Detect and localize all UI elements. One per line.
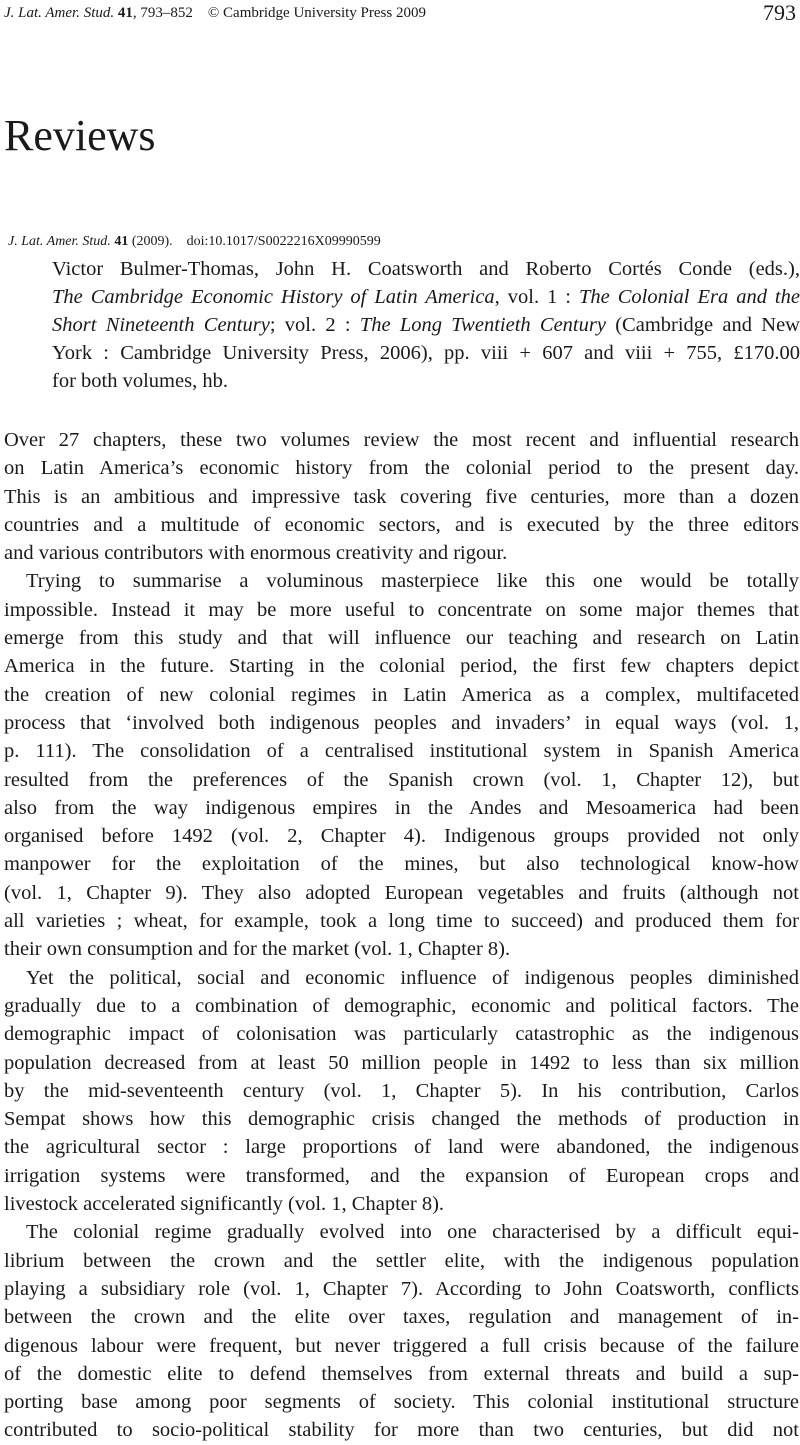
citation-doi: doi:10.1017/S0022216X09990599 — [186, 234, 381, 249]
text-line: Trying to summarise a voluminous masterpiece like this one would be totally — [26, 570, 799, 593]
text-line: resulted from the preferences of the Spanish crown (vol. 1, Chapter 12), but — [4, 768, 799, 791]
journal-citation-header — [4, 2, 426, 24]
book-reference-line: for both volumes, hb. — [52, 370, 228, 392]
text-line: manpower for the exploitation of the mines, but also technological know-how — [4, 853, 799, 876]
text-line: the creation of new colonial regimes in Latin America as a complex, multifaceted — [4, 683, 799, 706]
text-line: irrigation systems were transformed, and the expansion of European crops and — [4, 1164, 799, 1187]
text-line: livestock accelerated significantly (vol. 1, Chapter 8). — [4, 1193, 445, 1216]
text-line: and various contributors with enormous creativity and rigour. — [4, 542, 508, 565]
copyright-notice: © Cambridge University Press 2009 — [207, 5, 426, 21]
text-line: emerge from this study and that will influence our teaching and research on Latin — [4, 627, 799, 650]
volume-1-subtitle-cont: Short Nineteenth Century — [52, 314, 270, 336]
text-line: process that ‘involved both indigenous peoples and invaders’ in equal ways (vol. 1, — [4, 711, 799, 734]
text-line: by the mid-seventeenth century (vol. 1, Chapter 5). In his contribution, Carlos — [4, 1079, 799, 1102]
text-line: gradually due to a combination of demographic, economic and political factors. The — [4, 994, 799, 1017]
text-line: America in the future. Starting in the colonial period, the first few chapters depict — [4, 655, 799, 678]
text-line: population decreased from at least 50 million people in 1492 to less than six million — [4, 1051, 799, 1074]
text-line: (vol. 1, Chapter 9). They also adopted European vegetables and fruits (although not — [4, 881, 799, 904]
journal-abbrev: J. Lat. Amer. Stud. — [4, 5, 115, 21]
journal-volume: 41 — [117, 5, 133, 21]
text-line: Over 27 chapters, these two volumes review the most recent and influential research — [4, 429, 799, 451]
running-head — [4, 2, 796, 24]
book-reference-line: Short Nineteenth Century; vol. 2 : The Long Twentieth Century (Cambridge and New — [52, 314, 800, 336]
text-line: on Latin America’s economic history from the colonial period to the present day. — [4, 457, 799, 480]
text-line: the agricultural sector : large proportions of land were abandoned, the indigenous — [4, 1136, 799, 1159]
review-citation — [8, 232, 381, 252]
text-line: impossible. Instead it may be more useful to concentrate on some major themes that — [4, 598, 799, 621]
text-line: digenous labour were frequent, but never triggered a full crisis because of the failure — [4, 1334, 799, 1357]
citation-year: (2009). — [131, 234, 173, 249]
text-line: all varieties ; wheat, for example, took a long time to succeed) and produced them for — [4, 910, 799, 933]
text-line: countries and a multitude of economic sectors, and is executed by the three editors — [4, 513, 799, 536]
book-title: The Cambridge Economic History of Latin America — [52, 286, 495, 308]
text-line: Yet the political, social and economic influence of indigenous peoples diminished — [26, 966, 799, 989]
journal-pages: , 793–852 — [132, 5, 193, 21]
citation-journal-abbrev: J. Lat. Amer. Stud. — [8, 234, 111, 249]
paragraph — [4, 567, 799, 963]
text-line: librium between the crown and the settler elite, with the indigenous population — [4, 1249, 799, 1272]
paragraph — [4, 1218, 799, 1444]
paragraph — [4, 964, 799, 1219]
review-body — [4, 426, 799, 1445]
book-reference-line: Victor Bulmer-Thomas, John H. Coatsworth and Roberto Cortés Conde (eds.), — [52, 258, 800, 280]
book-reference — [52, 255, 800, 395]
citation-volume: 41 — [114, 234, 129, 249]
text-line: The colonial regime gradually evolved into one characterised by a difficult equi- — [26, 1221, 799, 1244]
text-line: organised before 1492 (vol. 2, Chapter 4). Indigenous groups provided not only — [4, 825, 799, 848]
text-line: p. 111). The consolidation of a centralised institutional system in Spanish America — [4, 740, 799, 763]
text-line: also from the way indigenous empires in the Andes and Mesoamerica had been — [4, 796, 799, 819]
text-line: porting base among poor segments of society. This colonial institutional structure — [4, 1391, 799, 1414]
book-reference-line: The Cambridge Economic History of Latin America, vol. 1 : The Colonial Era and the — [52, 286, 800, 308]
volume-2-title: The Long Twentieth Century — [359, 314, 606, 336]
text-line: between the crown and the elite over taxes, regulation and management of in- — [4, 1306, 799, 1329]
text-line: their own consumption and for the market (vol. 1, Chapter 8). — [4, 938, 511, 961]
text-line: This is an ambitious and impressive task covering five centuries, more than a dozen — [4, 485, 799, 508]
text-line: demographic impact of colonisation was particularly catastrophic as the indigenous — [4, 1023, 799, 1046]
text-line: contributed to socio-political stability for more than two centuries, but did not — [4, 1419, 799, 1442]
text-line: playing a subsidiary role (vol. 1, Chapter 7). According to John Coatsworth, conflicts — [4, 1277, 799, 1300]
volume-1-subtitle: The Colonial Era and the — [579, 286, 800, 308]
text-line: Sempat shows how this demographic crisis changed the methods of production in — [4, 1108, 799, 1131]
book-reference-line: York : Cambridge University Press, 2006), pp. viii + 607 and viii + 755, £170.00 — [52, 342, 800, 364]
text-line: of the domestic elite to defend themselves from external threats and build a sup- — [4, 1362, 799, 1385]
page-number: 793 — [763, 0, 796, 25]
section-title: Reviews — [4, 111, 156, 160]
paragraph — [4, 426, 799, 567]
